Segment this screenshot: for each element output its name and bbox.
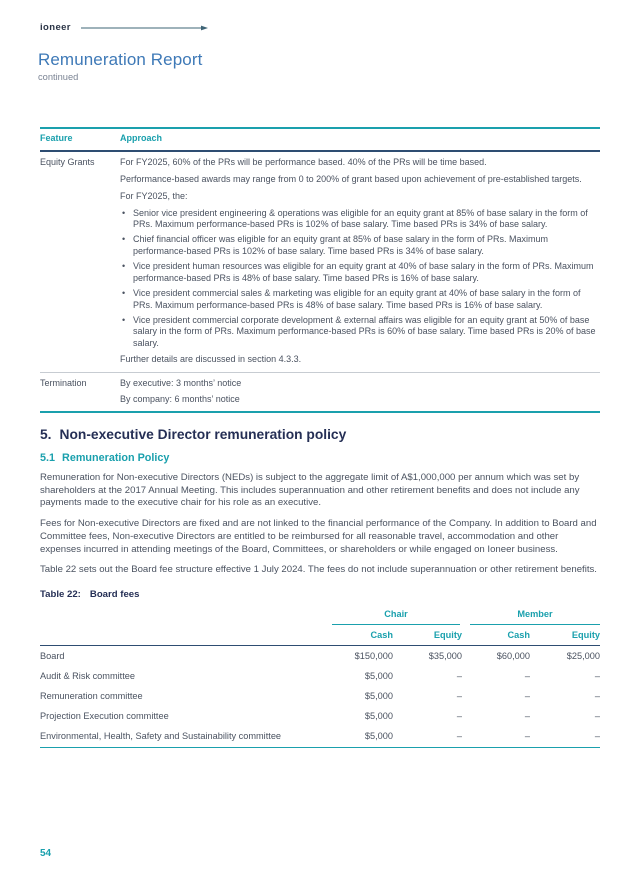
approach-cell [120,157,600,367]
board-fees-table [40,609,600,748]
cell-chair-equity: – [456,731,462,741]
approach-paragraph: For FY2025, the: [120,190,188,201]
row-label: Remuneration committee [40,691,143,701]
cell-chair-cash: $5,000 [364,731,393,741]
header [40,22,209,33]
table-row [40,686,600,706]
table-caption-label: Table 22: [40,589,81,600]
cell-member-cash: – [524,691,530,701]
column-header-feature: Feature [40,133,73,143]
cell-chair-equity: – [456,691,462,701]
cell-chair-cash: $5,000 [364,691,393,701]
cell-member-cash: $60,000 [496,651,530,661]
cell-chair-equity: – [456,711,462,721]
equity-grant-bullet-list [122,208,600,351]
cell-chair-cash: $150,000 [354,651,393,661]
list-item: • Senior vice president engineering & operations was eligible for an equity grant at 85% of base salary in the form of PRs. Maximum performance-based PRs is 102% of base salary. Time based PRs is 34% of base salary. [122,208,600,232]
executive-policy-table [40,127,600,413]
sub-header-row [40,625,600,646]
column-header-approach: Approach [120,133,163,143]
cell-chair-cash: $5,000 [364,711,393,721]
cell-member-cash: – [524,731,530,741]
list-item: • Vice president human resources was eligible for an equity grant at 40% of base salary in the form of PRs. Maximum performance-based PRs is 48% of base salary. Time based PRs is 16% of base salary. [122,261,600,285]
group-header-row [40,609,600,625]
subsection-title: Remuneration Policy [62,451,170,464]
table-row [40,646,600,666]
row-label: Board [40,651,65,661]
row-label: Audit & Risk committee [40,671,135,681]
section-title: Non-executive Director remuneration policy [59,426,347,442]
approach-footer-note: Further details are discussed in section 4.3.3. [120,354,302,365]
feature-cell: Equity Grants [40,156,95,167]
feature-cell: Termination [40,378,87,388]
column-header-member-cash: Cash [507,630,530,640]
cell-member-equity: – [594,691,600,701]
sub-header-spacer [40,630,332,640]
table-row-termination [40,372,600,411]
column-header-chair-equity: Equity [433,630,462,640]
logo-arrow-icon [81,24,209,32]
title-block [38,50,202,82]
cell-member-cash: – [524,671,530,681]
cell-member-equity: – [594,711,600,721]
group-header-spacer [40,609,332,625]
termination-by-company: By company: 6 months’ notice [120,393,240,404]
cell-member-cash: – [524,711,530,721]
cell-chair-equity: – [456,671,462,681]
list-item: • Vice president commercial corporate development & external affairs was eligible for an equity grant at 50% of base salary in the form of PRs. Maximum performance-based PRs is 60% of base salary. Time based PRs is 20% of base salary. [122,315,600,351]
section-5-heading [40,427,600,442]
list-item: • Chief financial officer was eligible for an equity grant at 85% of base salary in the form of PRs. Maximum performance-based PRs is 102% of base salary. Time based PRs is 34% of base salary. [122,234,600,258]
page-subtitle: continued [38,72,79,82]
table-caption-title: Board fees [89,589,140,600]
main-content [40,127,600,748]
cell-member-equity: – [594,671,600,681]
cell-chair-cash: $5,000 [364,671,393,681]
table-row [40,666,600,686]
body-paragraph: Table 22 sets out the Board fee structure effective 1 July 2024. The fees do not include superannuation or other retirement benefits. [40,564,597,576]
list-item: • Vice president commercial sales & marketing was eligible for an equity grant at 40% of base salary in the form of PRs. Maximum performance-based PRs is 48% of base salary. Time based PRs is 16% of base salary. [122,288,600,312]
table-row [40,726,600,748]
ioneer-logo: ioneer [40,22,71,33]
body-paragraph: Remuneration for Non-executive Directors (NEDs) is subject to the aggregate limit of A$1,000,000 per annum which was set by shareholders at the 2017 Annual Meeting. This includes superannuation and other retirement benefits and does not include any payments made to the executive chair for his role as an executive. [40,471,580,509]
column-header-member-equity: Equity [571,630,600,640]
column-header-chair-cash: Cash [370,630,393,640]
row-label: Environmental, Health, Safety and Sustainability committee [40,731,282,741]
group-header-gap [460,609,470,625]
page-title: Remuneration Report [38,50,203,69]
section-5-1-heading [40,452,600,464]
cell-member-equity: – [594,731,600,741]
approach-paragraph: Performance-based awards may range from 0 to 200% of grant based upon achievement of pre-established targets. [120,173,582,184]
table-22-caption [40,589,600,600]
row-label: Projection Execution committee [40,711,169,721]
approach-paragraph: For FY2025, 60% of the PRs will be performance based. 40% of the PRs will be time based. [120,156,487,167]
cell-member-equity: $25,000 [566,651,600,661]
subsection-number: 5.1 [40,451,56,464]
group-header-member: Member [470,609,600,625]
policy-table-header-row [40,129,600,152]
page-number: 54 [40,848,52,859]
termination-by-executive: By executive: 3 months’ notice [120,378,242,388]
approach-cell [120,378,600,406]
table-row [40,706,600,726]
table-row-equity-grants [40,152,600,372]
cell-chair-equity: $35,000 [428,651,462,661]
body-paragraph: Fees for Non-executive Directors are fixed and are not linked to the financial performance of the Company. In addition to Board and Committee fees, Non-executive Directors are entitled to be reimbursed for all reasonable travel, accommodation and other expenses incurred in attending meetings of the Board, Committees, or shareholders or while engaged on Ioneer business. [40,518,597,555]
group-header-chair: Chair [332,609,460,625]
section-number: 5. [40,426,52,442]
